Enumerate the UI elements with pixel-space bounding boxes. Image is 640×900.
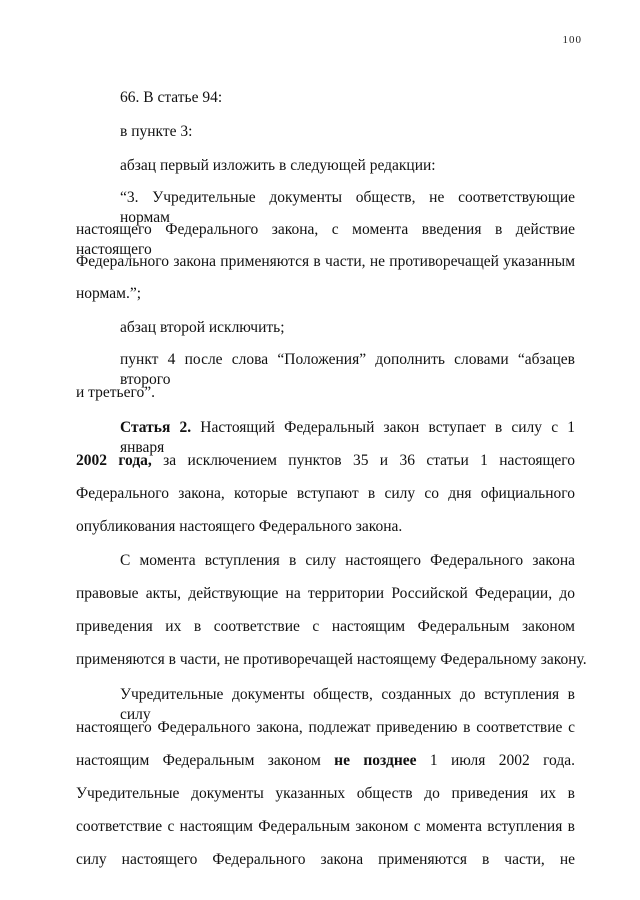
paragraph-line: настоящего Федерального закона, с момента введения в действие настоящего: [76, 221, 575, 258]
paragraph-line: Учредительные документы указанных обществ до приведения их в: [76, 785, 575, 802]
paragraph-line: настоящим Федеральным законом не позднее 1 июля 2002 года.: [76, 752, 575, 769]
page-number: 100: [562, 34, 582, 46]
paragraph-line: Федерального закона, которые вступают в силу со дня официального: [76, 485, 575, 502]
paragraph-line: 2002 года, за исключением пунктов 35 и 36 статьи 1 настоящего: [76, 452, 576, 469]
paragraph-line: применяются в части, не противоречащей настоящему Федеральному закону.: [76, 651, 587, 668]
paragraph-line: Статья 2. Настоящий Федеральный закон вступает в силу с 1 января: [120, 419, 576, 456]
paragraph-line: Учредительные документы обществ, созданных до вступления в силу: [120, 686, 575, 723]
paragraph-line: “3. Учредительные документы обществ, не соответствующие нормам: [120, 189, 575, 226]
article-heading: Статья 2.: [120, 419, 192, 436]
paragraph-line: приведения их в соответствие с настоящим Федеральным законом: [76, 618, 575, 635]
paragraph-line: соответствие с настоящим Федеральным законом с момента вступления в: [76, 818, 575, 835]
paragraph-line: абзац второй исключить;: [120, 319, 285, 336]
paragraph-line: пункт 4 после слова “Положения” дополнить словами “абзацев второго: [120, 351, 575, 388]
paragraph-line: и третьего”.: [76, 384, 155, 401]
paragraph-line: в пункте 3:: [120, 123, 193, 140]
paragraph-line: С момента вступления в силу настоящего Федерального закона: [120, 552, 575, 569]
bold-date: 2002 года,: [76, 452, 152, 469]
bold-deadline: не позднее: [334, 752, 417, 769]
paragraph-line: настоящего Федерального закона, подлежат приведению в соответствие с: [76, 719, 575, 736]
paragraph-line: нормам.”;: [76, 285, 142, 302]
paragraph-line: 66. В статье 94:: [120, 89, 223, 106]
paragraph-line: абзац первый изложить в следующей редакции:: [120, 157, 436, 174]
paragraph-line: опубликования настоящего Федерального закона.: [76, 518, 403, 535]
paragraph-line: силу настоящего Федерального закона применяются в части, не: [76, 851, 575, 868]
paragraph-line: правовые акты, действующие на территории Российской Федерации, до: [76, 585, 575, 602]
paragraph-line: Федерального закона применяются в части, не противоречащей указанным: [76, 253, 575, 270]
